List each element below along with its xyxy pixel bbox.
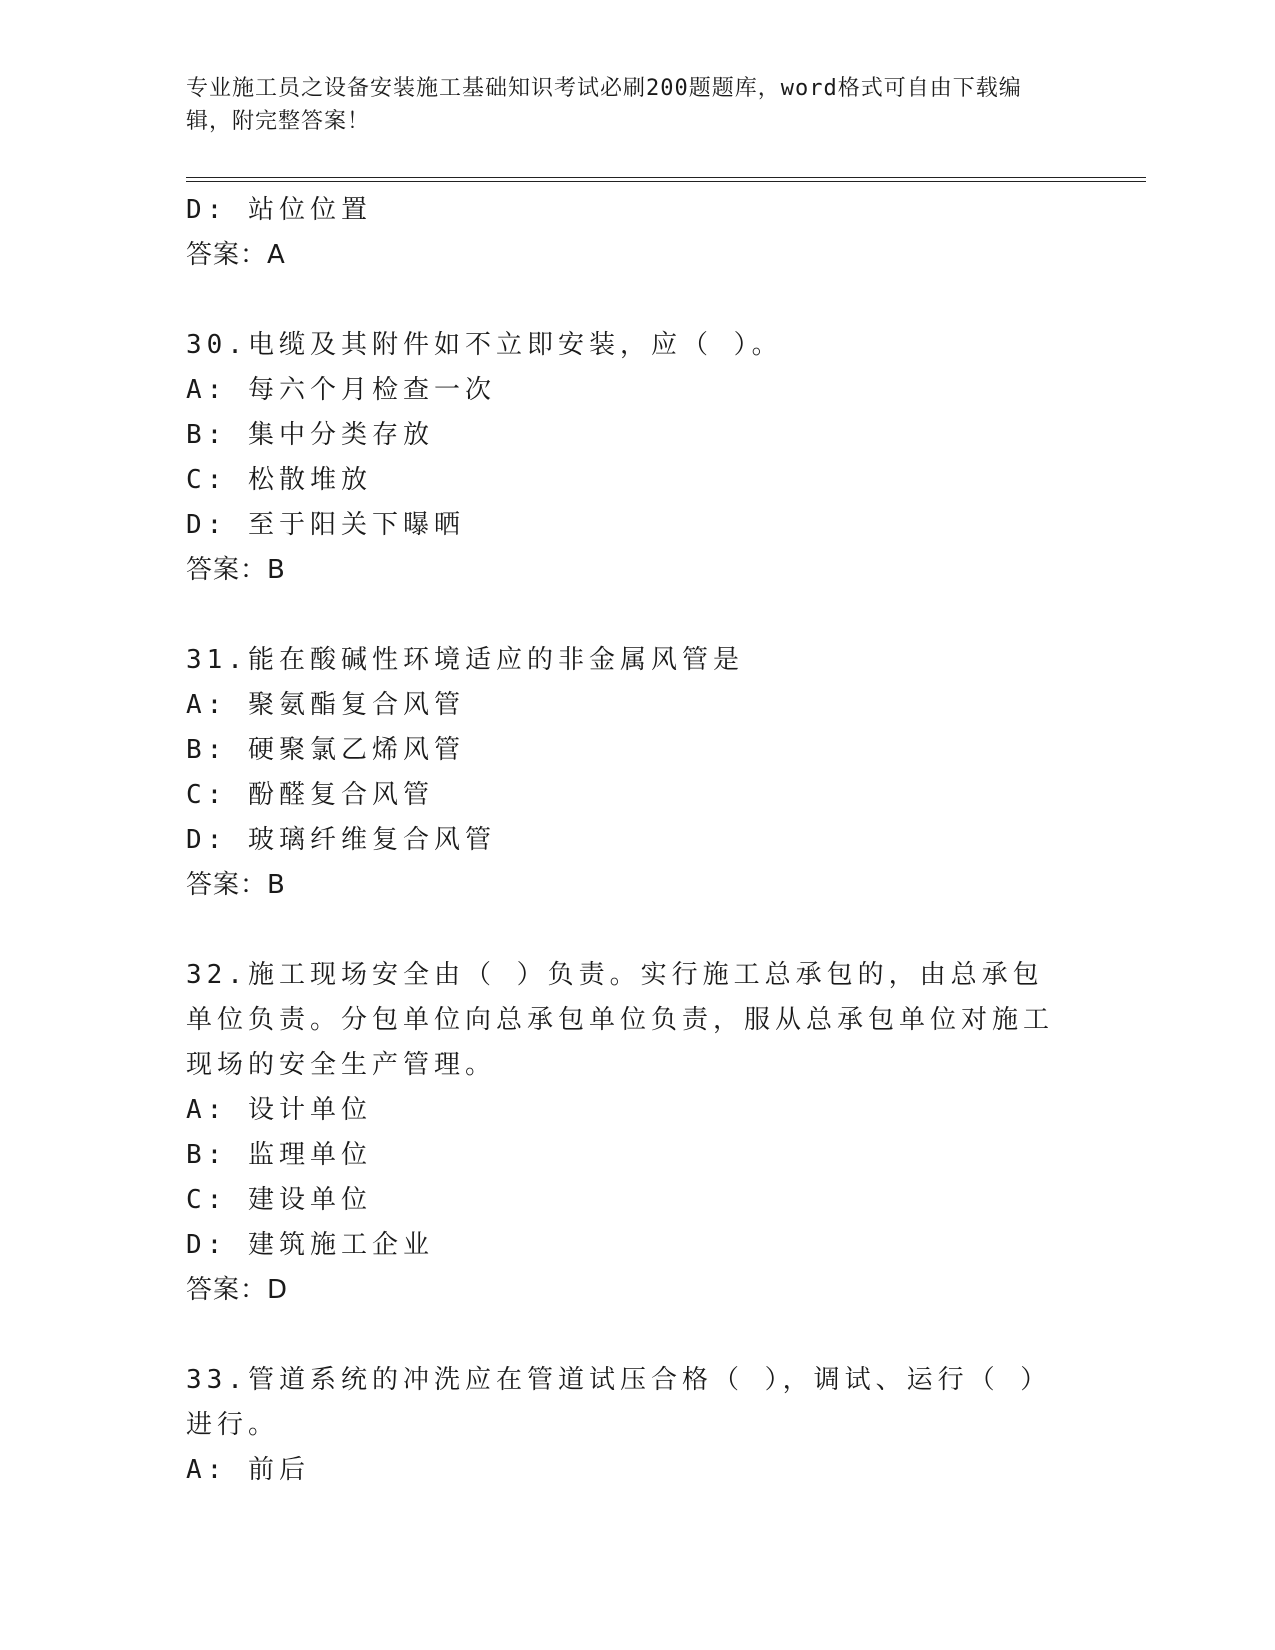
option-c: C: 松散堆放 — [186, 465, 372, 495]
answer: 答案：B — [186, 555, 286, 585]
answer: 答案：D — [186, 1275, 289, 1305]
question-33 — [186, 1358, 1066, 1493]
option-a: A: 每六个月检查一次 — [186, 375, 496, 405]
option-c: C: 酚醛复合风管 — [186, 780, 434, 810]
answer: 答案：B — [186, 870, 286, 900]
option-a: A: 前后 — [186, 1455, 310, 1485]
question-stem: 30.电缆及其附件如不立即安装，应（ ）。 — [186, 330, 783, 360]
option-d: D: 至于阳关下曝晒 — [186, 510, 465, 540]
option-b: B: 硬聚氯乙烯风管 — [186, 735, 465, 765]
question-32 — [186, 953, 1066, 1313]
question-stem: 33.管道系统的冲洗应在管道试压合格（ ），调试、运行（ ）进行。 — [186, 1365, 1052, 1440]
option-c: C: 建设单位 — [186, 1185, 372, 1215]
document-header-title: 专业施工员之设备安装施工基础知识考试必刷200题题库，word格式可自由下载编辑，附完整答案！ — [186, 76, 1022, 134]
option-d: D: 站位位置 — [186, 195, 372, 225]
option-d: D: 建筑施工企业 — [186, 1230, 434, 1260]
document-content — [186, 188, 1066, 1493]
answer: 答案：A — [186, 240, 286, 270]
question-stem: 32.施工现场安全由（ ）负责。实行施工总承包的，由总承包单位负责。分包单位向总承包单位负责，服从总承包单位对施工现场的安全生产管理。 — [186, 960, 1055, 1080]
option-d: D: 玻璃纤维复合风管 — [186, 825, 496, 855]
header-divider — [186, 177, 1146, 182]
option-a: A: 聚氨酯复合风管 — [186, 690, 465, 720]
question-30 — [186, 323, 1066, 593]
question-stem: 31.能在酸碱性环境适应的非金属风管是 — [186, 645, 744, 675]
option-a: A: 设计单位 — [186, 1095, 372, 1125]
option-b: B: 监理单位 — [186, 1140, 372, 1170]
question-31 — [186, 638, 1066, 908]
option-b: B: 集中分类存放 — [186, 420, 434, 450]
